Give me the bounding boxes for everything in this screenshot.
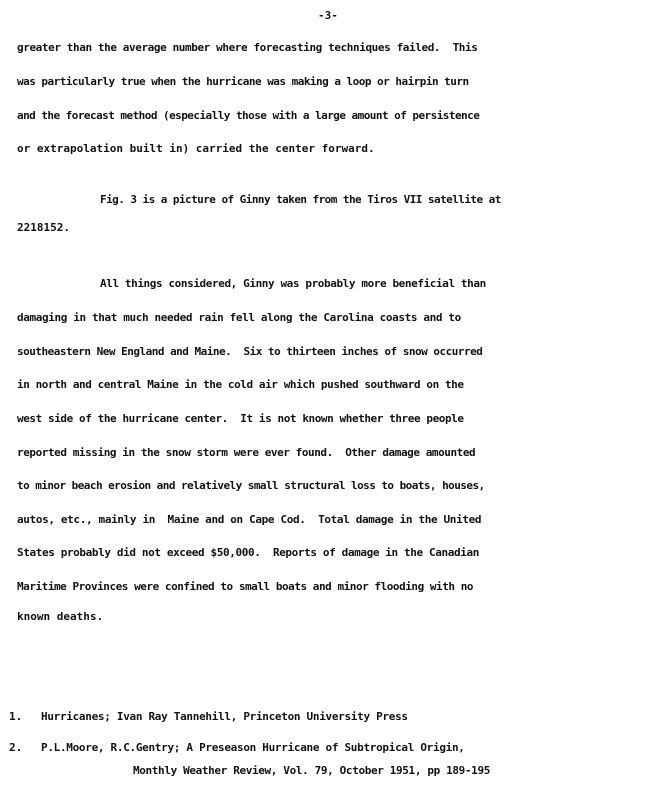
text-line: reported missing in the snow storm were ever found. Other damage amounted: [17, 446, 476, 459]
text-line: west side of the hurricane center. It is not known whether three people: [17, 412, 464, 425]
text-line: and the forecast method (especially those with a large amount of persistence: [17, 109, 480, 122]
text-line: in north and central Maine in the cold air which pushed southward on the: [17, 378, 464, 391]
text-line: All things considered, Ginny was probably more beneficial than: [100, 277, 486, 290]
reference-number: 2.: [9, 741, 23, 754]
reference-number: 1.: [9, 710, 23, 723]
reference-text: Monthly Weather Review, Vol. 79, October 1951, pp 189-195: [133, 764, 490, 777]
text-line: autos, etc., mainly in Maine and on Cape Cod. Total damage in the United: [17, 513, 482, 526]
page-number: -3-: [318, 9, 338, 22]
reference-text: Hurricanes; Ivan Ray Tannehill, Princeton University Press: [41, 710, 408, 723]
text-line: States probably did not exceed $50,000. Reports of damage in the Canadian: [17, 546, 479, 559]
text-line: or extrapolation built in) carried the center forward.: [17, 142, 375, 155]
text-line: Maritime Provinces were confined to small boats and minor flooding with no: [17, 580, 474, 593]
text-line: was particularly true when the hurricane was making a loop or hairpin turn: [17, 75, 469, 88]
text-line: Fig. 3 is a picture of Ginny taken from the Tiros VII satellite at: [100, 193, 501, 206]
text-line: greater than the average number where forecasting techniques failed. This: [17, 41, 478, 54]
text-line: 2218152.: [17, 221, 70, 234]
text-line: to minor beach erosion and relatively small structural loss to boats, houses,: [17, 479, 485, 492]
text-line: southeastern New England and Maine. Six to thirteen inches of snow occurred: [17, 345, 483, 358]
reference-text: P.L.Moore, R.C.Gentry; A Preseason Hurricane of Subtropical Origin,: [41, 741, 465, 754]
text-line: damaging in that much needed rain fell along the Carolina coasts and to: [17, 311, 461, 324]
text-line: known deaths.: [17, 610, 104, 623]
